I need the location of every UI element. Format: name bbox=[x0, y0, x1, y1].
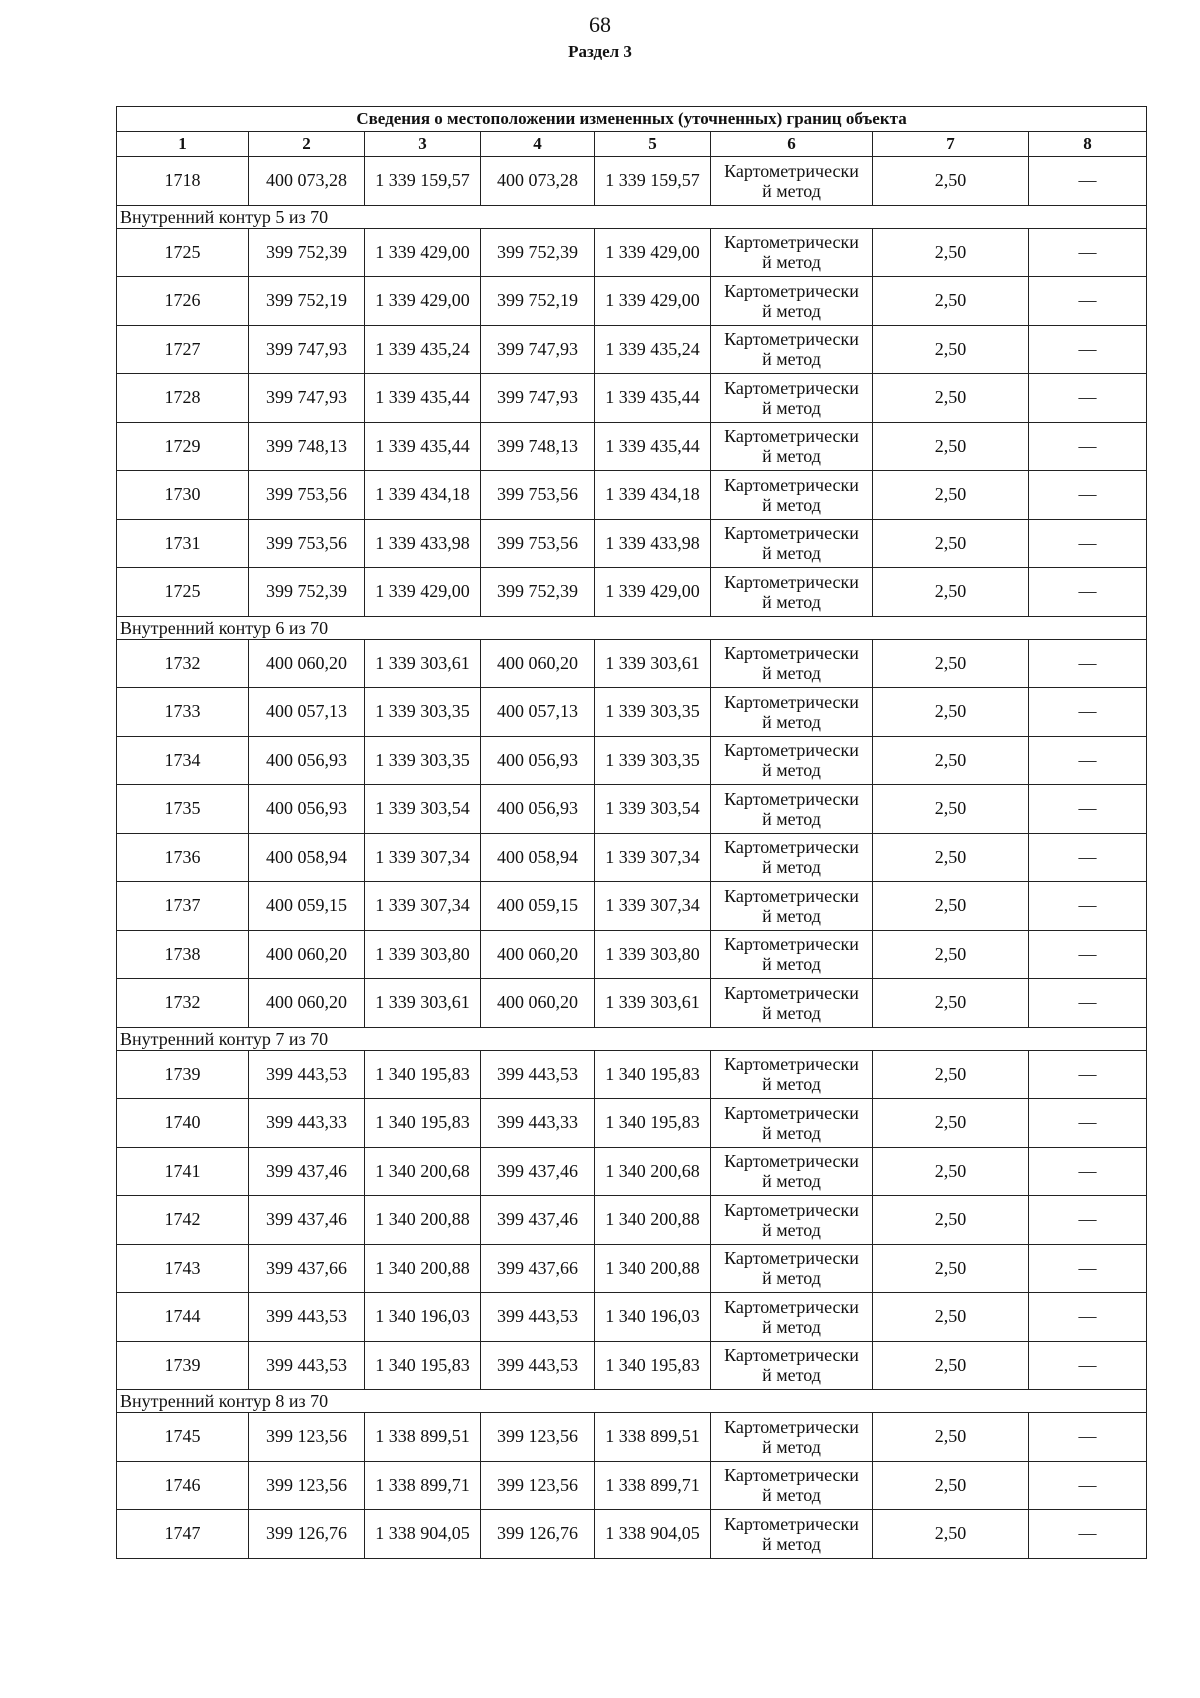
accuracy-cell: 2,50 bbox=[873, 639, 1029, 688]
y-new-cell: 1 340 195,83 bbox=[595, 1050, 711, 1099]
y-old-cell: 1 340 195,83 bbox=[365, 1341, 481, 1390]
point-number-cell: 1718 bbox=[117, 157, 249, 206]
table-row bbox=[117, 833, 1147, 882]
description-cell: — bbox=[1029, 471, 1147, 520]
table-row bbox=[117, 325, 1147, 374]
contour-header-row bbox=[117, 616, 1147, 639]
point-number-cell: 1747 bbox=[117, 1510, 249, 1559]
method-cell: Картометрически й метод bbox=[711, 1510, 873, 1559]
x-old-cell: 400 060,20 bbox=[249, 979, 365, 1028]
table-row bbox=[117, 277, 1147, 326]
x-old-cell: 399 752,39 bbox=[249, 228, 365, 277]
x-new-cell: 399 123,56 bbox=[481, 1461, 595, 1510]
description-cell: — bbox=[1029, 1196, 1147, 1245]
table-row bbox=[117, 1413, 1147, 1462]
accuracy-cell: 2,50 bbox=[873, 1413, 1029, 1462]
x-new-cell: 399 752,39 bbox=[481, 568, 595, 617]
accuracy-cell: 2,50 bbox=[873, 785, 1029, 834]
contour-label: Внутренний контур 5 из 70 bbox=[117, 205, 1147, 228]
page-number: 68 bbox=[589, 12, 611, 37]
description-cell: — bbox=[1029, 374, 1147, 423]
point-number-cell: 1746 bbox=[117, 1461, 249, 1510]
x-new-cell: 400 059,15 bbox=[481, 882, 595, 931]
point-number-cell: 1725 bbox=[117, 228, 249, 277]
y-old-cell: 1 340 200,88 bbox=[365, 1244, 481, 1293]
method-cell: Картометрически й метод bbox=[711, 688, 873, 737]
y-old-cell: 1 340 195,83 bbox=[365, 1050, 481, 1099]
y-old-cell: 1 339 429,00 bbox=[365, 228, 481, 277]
point-number-cell: 1727 bbox=[117, 325, 249, 374]
table-row bbox=[117, 374, 1147, 423]
method-cell: Картометрически й метод bbox=[711, 374, 873, 423]
y-old-cell: 1 338 904,05 bbox=[365, 1510, 481, 1559]
description-cell: — bbox=[1029, 1510, 1147, 1559]
x-new-cell: 400 060,20 bbox=[481, 979, 595, 1028]
y-old-cell: 1 339 429,00 bbox=[365, 277, 481, 326]
x-new-cell: 399 443,33 bbox=[481, 1099, 595, 1148]
y-old-cell: 1 340 196,03 bbox=[365, 1293, 481, 1342]
table-row bbox=[117, 1293, 1147, 1342]
table-row bbox=[117, 471, 1147, 520]
y-old-cell: 1 339 435,24 bbox=[365, 325, 481, 374]
description-cell: — bbox=[1029, 785, 1147, 834]
y-new-cell: 1 339 303,80 bbox=[595, 930, 711, 979]
method-cell: Картометрически й метод bbox=[711, 325, 873, 374]
accuracy-cell: 2,50 bbox=[873, 1099, 1029, 1148]
description-cell: — bbox=[1029, 157, 1147, 206]
contour-header-row bbox=[117, 1390, 1147, 1413]
x-old-cell: 400 056,93 bbox=[249, 785, 365, 834]
accuracy-cell: 2,50 bbox=[873, 979, 1029, 1028]
method-cell: Картометрически й метод bbox=[711, 1099, 873, 1148]
y-old-cell: 1 340 195,83 bbox=[365, 1099, 481, 1148]
section-title: Раздел 3 bbox=[568, 42, 632, 61]
table-row bbox=[117, 736, 1147, 785]
accuracy-cell: 2,50 bbox=[873, 374, 1029, 423]
contour-label: Внутренний контур 6 из 70 bbox=[117, 616, 1147, 639]
column-number: 3 bbox=[365, 132, 481, 157]
x-old-cell: 399 747,93 bbox=[249, 374, 365, 423]
point-number-cell: 1734 bbox=[117, 736, 249, 785]
y-old-cell: 1 340 200,68 bbox=[365, 1147, 481, 1196]
contour-label: Внутренний контур 7 из 70 bbox=[117, 1027, 1147, 1050]
x-old-cell: 399 748,13 bbox=[249, 422, 365, 471]
y-new-cell: 1 339 433,98 bbox=[595, 519, 711, 568]
method-cell: Картометрически й метод bbox=[711, 422, 873, 471]
method-cell: Картометрически й метод bbox=[711, 1196, 873, 1245]
y-new-cell: 1 339 303,61 bbox=[595, 639, 711, 688]
y-new-cell: 1 339 303,35 bbox=[595, 736, 711, 785]
point-number-cell: 1733 bbox=[117, 688, 249, 737]
x-old-cell: 399 126,76 bbox=[249, 1510, 365, 1559]
table-row bbox=[117, 1099, 1147, 1148]
description-cell: — bbox=[1029, 979, 1147, 1028]
y-old-cell: 1 338 899,51 bbox=[365, 1413, 481, 1462]
description-cell: — bbox=[1029, 568, 1147, 617]
description-cell: — bbox=[1029, 639, 1147, 688]
y-new-cell: 1 340 196,03 bbox=[595, 1293, 711, 1342]
y-new-cell: 1 340 195,83 bbox=[595, 1341, 711, 1390]
y-new-cell: 1 339 303,35 bbox=[595, 688, 711, 737]
x-old-cell: 399 437,66 bbox=[249, 1244, 365, 1293]
x-new-cell: 399 437,66 bbox=[481, 1244, 595, 1293]
y-new-cell: 1 340 200,88 bbox=[595, 1244, 711, 1293]
method-cell: Картометрически й метод bbox=[711, 157, 873, 206]
y-new-cell: 1 339 435,44 bbox=[595, 422, 711, 471]
table-row bbox=[117, 639, 1147, 688]
accuracy-cell: 2,50 bbox=[873, 930, 1029, 979]
x-old-cell: 400 060,20 bbox=[249, 930, 365, 979]
y-new-cell: 1 338 899,51 bbox=[595, 1413, 711, 1462]
description-cell: — bbox=[1029, 1147, 1147, 1196]
x-old-cell: 399 752,19 bbox=[249, 277, 365, 326]
x-new-cell: 399 753,56 bbox=[481, 471, 595, 520]
accuracy-cell: 2,50 bbox=[873, 471, 1029, 520]
x-old-cell: 399 443,53 bbox=[249, 1293, 365, 1342]
table-title: Сведения о местоположении измененных (уточненных) границ объекта bbox=[117, 107, 1147, 132]
accuracy-cell: 2,50 bbox=[873, 325, 1029, 374]
y-new-cell: 1 339 435,44 bbox=[595, 374, 711, 423]
point-number-cell: 1738 bbox=[117, 930, 249, 979]
x-old-cell: 400 060,20 bbox=[249, 639, 365, 688]
point-number-cell: 1726 bbox=[117, 277, 249, 326]
accuracy-cell: 2,50 bbox=[873, 277, 1029, 326]
description-cell: — bbox=[1029, 1293, 1147, 1342]
point-number-cell: 1739 bbox=[117, 1341, 249, 1390]
point-number-cell: 1743 bbox=[117, 1244, 249, 1293]
y-old-cell: 1 339 303,61 bbox=[365, 979, 481, 1028]
point-number-cell: 1739 bbox=[117, 1050, 249, 1099]
x-new-cell: 399 443,53 bbox=[481, 1341, 595, 1390]
x-new-cell: 400 056,93 bbox=[481, 785, 595, 834]
method-cell: Картометрически й метод bbox=[711, 930, 873, 979]
y-old-cell: 1 339 303,61 bbox=[365, 639, 481, 688]
description-cell: — bbox=[1029, 882, 1147, 931]
table-row bbox=[117, 930, 1147, 979]
table-row bbox=[117, 688, 1147, 737]
y-new-cell: 1 339 303,61 bbox=[595, 979, 711, 1028]
accuracy-cell: 2,50 bbox=[873, 1293, 1029, 1342]
method-cell: Картометрически й метод bbox=[711, 568, 873, 617]
x-new-cell: 399 437,46 bbox=[481, 1147, 595, 1196]
description-cell: — bbox=[1029, 1341, 1147, 1390]
description-cell: — bbox=[1029, 228, 1147, 277]
table-row bbox=[117, 1461, 1147, 1510]
y-old-cell: 1 339 434,18 bbox=[365, 471, 481, 520]
method-cell: Картометрически й метод bbox=[711, 471, 873, 520]
x-new-cell: 400 060,20 bbox=[481, 930, 595, 979]
point-number-cell: 1731 bbox=[117, 519, 249, 568]
accuracy-cell: 2,50 bbox=[873, 833, 1029, 882]
x-old-cell: 399 753,56 bbox=[249, 471, 365, 520]
x-old-cell: 400 057,13 bbox=[249, 688, 365, 737]
point-number-cell: 1725 bbox=[117, 568, 249, 617]
column-number-row bbox=[117, 132, 1147, 157]
method-cell: Картометрически й метод bbox=[711, 1413, 873, 1462]
description-cell: — bbox=[1029, 1099, 1147, 1148]
point-number-cell: 1742 bbox=[117, 1196, 249, 1245]
description-cell: — bbox=[1029, 277, 1147, 326]
x-new-cell: 399 747,93 bbox=[481, 374, 595, 423]
x-new-cell: 400 073,28 bbox=[481, 157, 595, 206]
y-new-cell: 1 338 904,05 bbox=[595, 1510, 711, 1559]
method-cell: Картометрически й метод bbox=[711, 1244, 873, 1293]
point-number-cell: 1732 bbox=[117, 639, 249, 688]
x-new-cell: 399 123,56 bbox=[481, 1413, 595, 1462]
accuracy-cell: 2,50 bbox=[873, 157, 1029, 206]
y-old-cell: 1 340 200,88 bbox=[365, 1196, 481, 1245]
method-cell: Картометрически й метод bbox=[711, 882, 873, 931]
y-old-cell: 1 339 159,57 bbox=[365, 157, 481, 206]
y-new-cell: 1 339 159,57 bbox=[595, 157, 711, 206]
accuracy-cell: 2,50 bbox=[873, 1196, 1029, 1245]
column-number: 2 bbox=[249, 132, 365, 157]
x-new-cell: 399 747,93 bbox=[481, 325, 595, 374]
x-new-cell: 400 060,20 bbox=[481, 639, 595, 688]
point-number-cell: 1736 bbox=[117, 833, 249, 882]
table-row bbox=[117, 1510, 1147, 1559]
coordinates-table bbox=[116, 106, 1147, 1559]
description-cell: — bbox=[1029, 325, 1147, 374]
table-body bbox=[117, 157, 1147, 1559]
description-cell: — bbox=[1029, 1050, 1147, 1099]
method-cell: Картометрически й метод bbox=[711, 228, 873, 277]
contour-header-row bbox=[117, 1027, 1147, 1050]
y-old-cell: 1 339 303,80 bbox=[365, 930, 481, 979]
description-cell: — bbox=[1029, 1244, 1147, 1293]
point-number-cell: 1730 bbox=[117, 471, 249, 520]
x-new-cell: 399 748,13 bbox=[481, 422, 595, 471]
x-new-cell: 399 753,56 bbox=[481, 519, 595, 568]
x-old-cell: 399 443,33 bbox=[249, 1099, 365, 1148]
method-cell: Картометрически й метод bbox=[711, 833, 873, 882]
x-new-cell: 399 437,46 bbox=[481, 1196, 595, 1245]
table-row bbox=[117, 422, 1147, 471]
column-number: 4 bbox=[481, 132, 595, 157]
accuracy-cell: 2,50 bbox=[873, 568, 1029, 617]
accuracy-cell: 2,50 bbox=[873, 228, 1029, 277]
y-new-cell: 1 339 434,18 bbox=[595, 471, 711, 520]
x-new-cell: 399 443,53 bbox=[481, 1293, 595, 1342]
accuracy-cell: 2,50 bbox=[873, 519, 1029, 568]
table-row bbox=[117, 979, 1147, 1028]
table-row bbox=[117, 519, 1147, 568]
accuracy-cell: 2,50 bbox=[873, 1050, 1029, 1099]
x-new-cell: 399 752,39 bbox=[481, 228, 595, 277]
x-new-cell: 400 057,13 bbox=[481, 688, 595, 737]
method-cell: Картометрически й метод bbox=[711, 979, 873, 1028]
point-number-cell: 1735 bbox=[117, 785, 249, 834]
y-new-cell: 1 339 435,24 bbox=[595, 325, 711, 374]
x-old-cell: 400 058,94 bbox=[249, 833, 365, 882]
x-old-cell: 399 437,46 bbox=[249, 1196, 365, 1245]
x-old-cell: 400 056,93 bbox=[249, 736, 365, 785]
y-old-cell: 1 338 899,71 bbox=[365, 1461, 481, 1510]
y-old-cell: 1 339 435,44 bbox=[365, 374, 481, 423]
x-new-cell: 399 752,19 bbox=[481, 277, 595, 326]
method-cell: Картометрически й метод bbox=[711, 1050, 873, 1099]
x-old-cell: 400 073,28 bbox=[249, 157, 365, 206]
contour-header-row bbox=[117, 205, 1147, 228]
y-old-cell: 1 339 433,98 bbox=[365, 519, 481, 568]
method-cell: Картометрически й метод bbox=[711, 1341, 873, 1390]
accuracy-cell: 2,50 bbox=[873, 688, 1029, 737]
table-row bbox=[117, 157, 1147, 206]
y-old-cell: 1 339 303,35 bbox=[365, 736, 481, 785]
accuracy-cell: 2,50 bbox=[873, 1341, 1029, 1390]
x-old-cell: 399 747,93 bbox=[249, 325, 365, 374]
x-new-cell: 400 056,93 bbox=[481, 736, 595, 785]
description-cell: — bbox=[1029, 1413, 1147, 1462]
column-number: 6 bbox=[711, 132, 873, 157]
table-row bbox=[117, 568, 1147, 617]
column-number: 7 bbox=[873, 132, 1029, 157]
method-cell: Картометрически й метод bbox=[711, 1147, 873, 1196]
point-number-cell: 1728 bbox=[117, 374, 249, 423]
column-number: 5 bbox=[595, 132, 711, 157]
table-row bbox=[117, 882, 1147, 931]
y-new-cell: 1 339 429,00 bbox=[595, 228, 711, 277]
accuracy-cell: 2,50 bbox=[873, 736, 1029, 785]
y-new-cell: 1 338 899,71 bbox=[595, 1461, 711, 1510]
table-row bbox=[117, 1341, 1147, 1390]
method-cell: Картометрически й метод bbox=[711, 639, 873, 688]
x-new-cell: 399 443,53 bbox=[481, 1050, 595, 1099]
accuracy-cell: 2,50 bbox=[873, 1510, 1029, 1559]
accuracy-cell: 2,50 bbox=[873, 422, 1029, 471]
y-new-cell: 1 339 429,00 bbox=[595, 277, 711, 326]
point-number-cell: 1744 bbox=[117, 1293, 249, 1342]
y-new-cell: 1 339 307,34 bbox=[595, 882, 711, 931]
description-cell: — bbox=[1029, 833, 1147, 882]
accuracy-cell: 2,50 bbox=[873, 1147, 1029, 1196]
y-old-cell: 1 339 307,34 bbox=[365, 833, 481, 882]
y-new-cell: 1 340 200,68 bbox=[595, 1147, 711, 1196]
y-old-cell: 1 339 429,00 bbox=[365, 568, 481, 617]
table-row bbox=[117, 1196, 1147, 1245]
y-old-cell: 1 339 303,35 bbox=[365, 688, 481, 737]
x-old-cell: 399 437,46 bbox=[249, 1147, 365, 1196]
description-cell: — bbox=[1029, 688, 1147, 737]
column-number: 8 bbox=[1029, 132, 1147, 157]
y-old-cell: 1 339 307,34 bbox=[365, 882, 481, 931]
point-number-cell: 1737 bbox=[117, 882, 249, 931]
x-old-cell: 399 443,53 bbox=[249, 1050, 365, 1099]
method-cell: Картометрически й метод bbox=[711, 1461, 873, 1510]
point-number-cell: 1741 bbox=[117, 1147, 249, 1196]
table-row bbox=[117, 1244, 1147, 1293]
y-new-cell: 1 339 429,00 bbox=[595, 568, 711, 617]
description-cell: — bbox=[1029, 736, 1147, 785]
description-cell: — bbox=[1029, 1461, 1147, 1510]
description-cell: — bbox=[1029, 930, 1147, 979]
method-cell: Картометрически й метод bbox=[711, 736, 873, 785]
accuracy-cell: 2,50 bbox=[873, 1244, 1029, 1293]
method-cell: Картометрически й метод bbox=[711, 277, 873, 326]
y-new-cell: 1 339 303,54 bbox=[595, 785, 711, 834]
y-new-cell: 1 340 200,88 bbox=[595, 1196, 711, 1245]
table-row bbox=[117, 785, 1147, 834]
point-number-cell: 1729 bbox=[117, 422, 249, 471]
x-old-cell: 400 059,15 bbox=[249, 882, 365, 931]
description-cell: — bbox=[1029, 422, 1147, 471]
x-old-cell: 399 443,53 bbox=[249, 1341, 365, 1390]
x-new-cell: 399 126,76 bbox=[481, 1510, 595, 1559]
table-row bbox=[117, 228, 1147, 277]
point-number-cell: 1740 bbox=[117, 1099, 249, 1148]
column-number: 1 bbox=[117, 132, 249, 157]
accuracy-cell: 2,50 bbox=[873, 882, 1029, 931]
method-cell: Картометрически й метод bbox=[711, 1293, 873, 1342]
method-cell: Картометрически й метод bbox=[711, 785, 873, 834]
x-old-cell: 399 123,56 bbox=[249, 1413, 365, 1462]
method-cell: Картометрически й метод bbox=[711, 519, 873, 568]
x-new-cell: 400 058,94 bbox=[481, 833, 595, 882]
point-number-cell: 1732 bbox=[117, 979, 249, 1028]
y-old-cell: 1 339 303,54 bbox=[365, 785, 481, 834]
table-row bbox=[117, 1147, 1147, 1196]
y-new-cell: 1 340 195,83 bbox=[595, 1099, 711, 1148]
y-new-cell: 1 339 307,34 bbox=[595, 833, 711, 882]
x-old-cell: 399 753,56 bbox=[249, 519, 365, 568]
contour-label: Внутренний контур 8 из 70 bbox=[117, 1390, 1147, 1413]
accuracy-cell: 2,50 bbox=[873, 1461, 1029, 1510]
x-old-cell: 399 752,39 bbox=[249, 568, 365, 617]
description-cell: — bbox=[1029, 519, 1147, 568]
point-number-cell: 1745 bbox=[117, 1413, 249, 1462]
table-row bbox=[117, 1050, 1147, 1099]
y-old-cell: 1 339 435,44 bbox=[365, 422, 481, 471]
x-old-cell: 399 123,56 bbox=[249, 1461, 365, 1510]
